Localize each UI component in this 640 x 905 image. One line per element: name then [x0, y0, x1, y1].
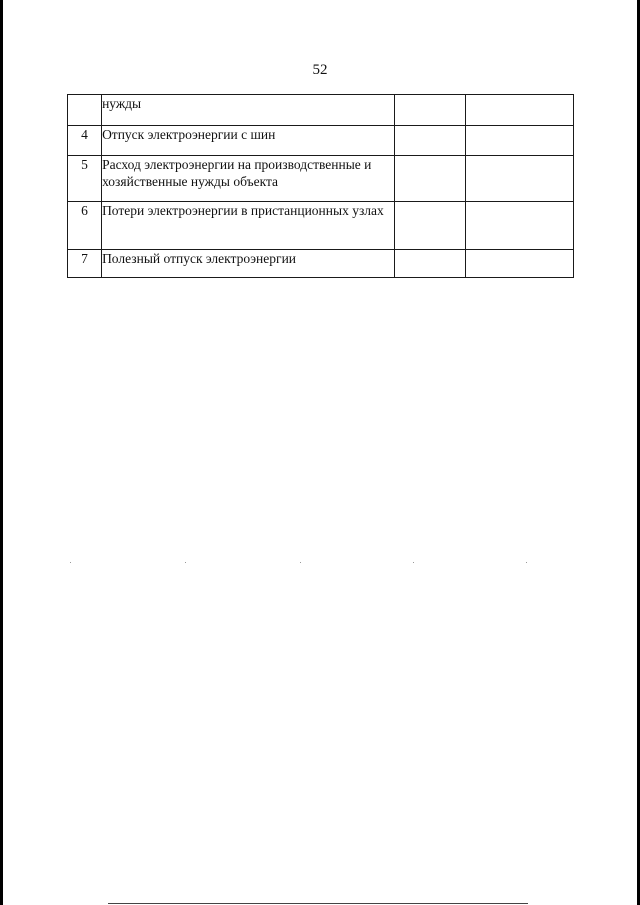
- row-number-cell: 6: [68, 202, 102, 250]
- page-edge-left: [0, 0, 3, 905]
- value-cell: [394, 202, 465, 250]
- row-number-cell: 5: [68, 156, 102, 202]
- row-number-cell: 7: [68, 250, 102, 278]
- page-edge-bottom: [108, 903, 528, 904]
- table-row: [68, 202, 574, 250]
- row-number-cell: [68, 95, 102, 126]
- row-name-cell: Полезный отпуск электроэнергии: [102, 250, 395, 278]
- row-name-cell: нужды: [102, 95, 395, 126]
- row-number-cell: 4: [68, 126, 102, 156]
- value-cell: [465, 202, 573, 250]
- value-cell: [394, 250, 465, 278]
- value-cell: [394, 156, 465, 202]
- scan-speckles: [70, 562, 570, 564]
- row-name-cell: Отпуск электроэнергии с шин: [102, 126, 395, 156]
- row-name-cell: Расход электроэнергии на производственные и хозяйственные нужды объекта: [102, 156, 395, 202]
- value-cell: [465, 250, 573, 278]
- table-row: [68, 95, 574, 126]
- row-name-cell: Потери электроэнергии в пристанционных узлах: [102, 202, 395, 250]
- energy-table: [67, 94, 574, 278]
- table-row: [68, 156, 574, 202]
- table-row: [68, 250, 574, 278]
- page-number: 52: [312, 62, 328, 78]
- table-row: [68, 126, 574, 156]
- value-cell: [394, 95, 465, 126]
- value-cell: [465, 126, 573, 156]
- value-cell: [465, 95, 573, 126]
- value-cell: [394, 126, 465, 156]
- value-cell: [465, 156, 573, 202]
